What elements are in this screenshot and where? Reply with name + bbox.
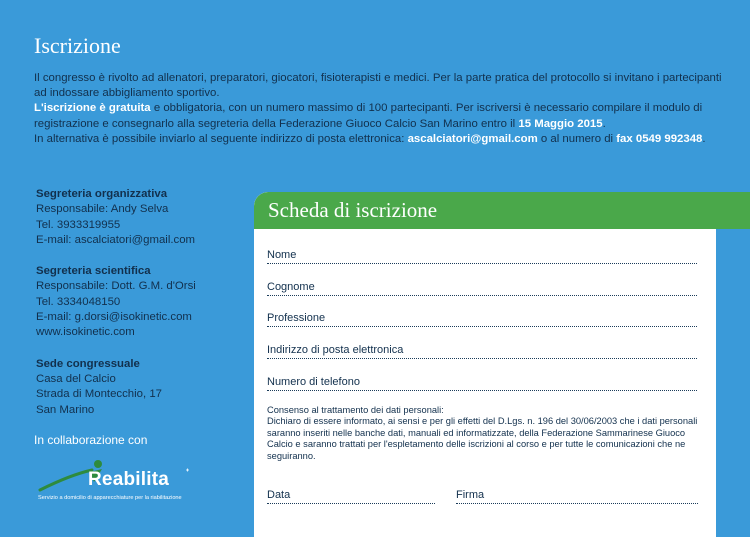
contacts-column: [36, 187, 246, 434]
surname-field[interactable]: [267, 281, 697, 296]
form-title: Scheda di iscrizione: [268, 198, 438, 222]
collaboration-label: In collaborazione con: [34, 433, 148, 447]
form-header-band: [716, 192, 750, 229]
contact-line: Tel. 3933319955: [36, 218, 121, 231]
contact-email[interactable]: E-mail: ascalciatori@gmail.com: [36, 233, 196, 246]
organizing-secretariat-heading: Segreteria organizzativa: [36, 188, 168, 200]
surname-label: Cognome: [267, 281, 315, 293]
venue-line: Casa del Calcio: [36, 372, 116, 385]
phone-field[interactable]: [267, 376, 697, 391]
registration-form: [254, 192, 716, 537]
reabilita-logo: [36, 456, 216, 506]
profession-field[interactable]: [267, 312, 697, 327]
date-field[interactable]: [267, 489, 435, 504]
website-link[interactable]: www.isokinetic.com: [36, 326, 135, 339]
scientific-secretariat: [36, 264, 246, 340]
form-header: [254, 192, 716, 229]
intro-paragraph-1: Il congresso è rivolto ad allenatori, preparatori, giocatori, fisioterapisti e medici. Per la parte pratica del protocollo si invitano i partecipanti ad indossare abbigliamento sportivo.: [34, 72, 722, 100]
page-title: Iscrizione: [34, 33, 121, 58]
contact-email-link[interactable]: ascalciatori@gmail.com: [407, 132, 538, 145]
consent-heading: Consenso al trattamento dei dati personali:: [267, 405, 444, 415]
phone-label: Numero di telefono: [267, 376, 360, 388]
reabilita-wordmark: Reabilita: [88, 469, 169, 490]
contact-line: Responsabile: Andy Selva: [36, 203, 169, 216]
free-registration-emphasis: L'iscrizione è gratuita: [34, 102, 151, 115]
intro-paragraph-3-end: .: [702, 132, 706, 145]
intro-paragraph-2-end: .: [602, 117, 606, 130]
email-field[interactable]: [267, 344, 697, 359]
scientific-secretariat-heading: Segreteria scientifica: [36, 265, 151, 278]
congress-venue: [36, 357, 246, 418]
name-label: Nome: [267, 249, 297, 261]
name-field[interactable]: [267, 249, 697, 264]
signature-field[interactable]: [456, 489, 698, 504]
contact-line: Responsabile: Dott. G.M. d'Orsi: [36, 280, 196, 293]
venue-line: Strada di Montecchio, 17: [36, 388, 163, 401]
intro-paragraph-3: [34, 132, 724, 147]
fax-number: fax 0549 992348: [616, 132, 703, 145]
contact-email[interactable]: E-mail: g.dorsi@isokinetic.com: [36, 311, 192, 324]
intro-paragraph-3-mid: o al numero di: [537, 132, 617, 145]
congress-venue-heading: Sede congressuale: [36, 357, 140, 370]
reabilita-tagline: Servizio a domicilio di apparecchiature per la riabilitazione: [38, 495, 182, 501]
privacy-consent: [267, 405, 699, 462]
intro-paragraph-2-text: e obbligatoria, con un numero massimo di 100 partecipanti. Per iscriversi è necessario compilare il modulo di registrazione e consegnarlo alla segreteria della Federazione Giuoco Calcio San Marino entro il: [34, 102, 703, 130]
intro-paragraph-3-text: In alternativa è possibile inviarlo al seguente indirizzo di posta elettronica:: [34, 132, 408, 145]
email-label: Indirizzo di posta elettronica: [267, 344, 404, 356]
profession-label: Professione: [267, 312, 326, 324]
deadline-date: 15 Maggio 2015: [518, 117, 603, 130]
date-label: Data: [267, 489, 291, 501]
organizing-secretariat: [36, 187, 246, 248]
venue-line: San Marino: [36, 403, 95, 416]
intro-text: [34, 71, 724, 147]
signature-label: Firma: [456, 489, 485, 501]
contact-line: Tel. 3334048150: [36, 295, 121, 308]
intro-paragraph-2: [34, 101, 724, 131]
consent-body: Dichiaro di essere informato, ai sensi e per gli effetti del D.Lgs. n. 196 del 30/06/2003 che i dati personali saranno inseriti nelle banche dati, manuali ed informatizzate, della Federazione Sammarinese Giuoco Calcio e saranno trattati per l'espletamento delle iscrizioni al corso e per tutte le comunicazioni che ne seguiranno.: [267, 416, 698, 461]
